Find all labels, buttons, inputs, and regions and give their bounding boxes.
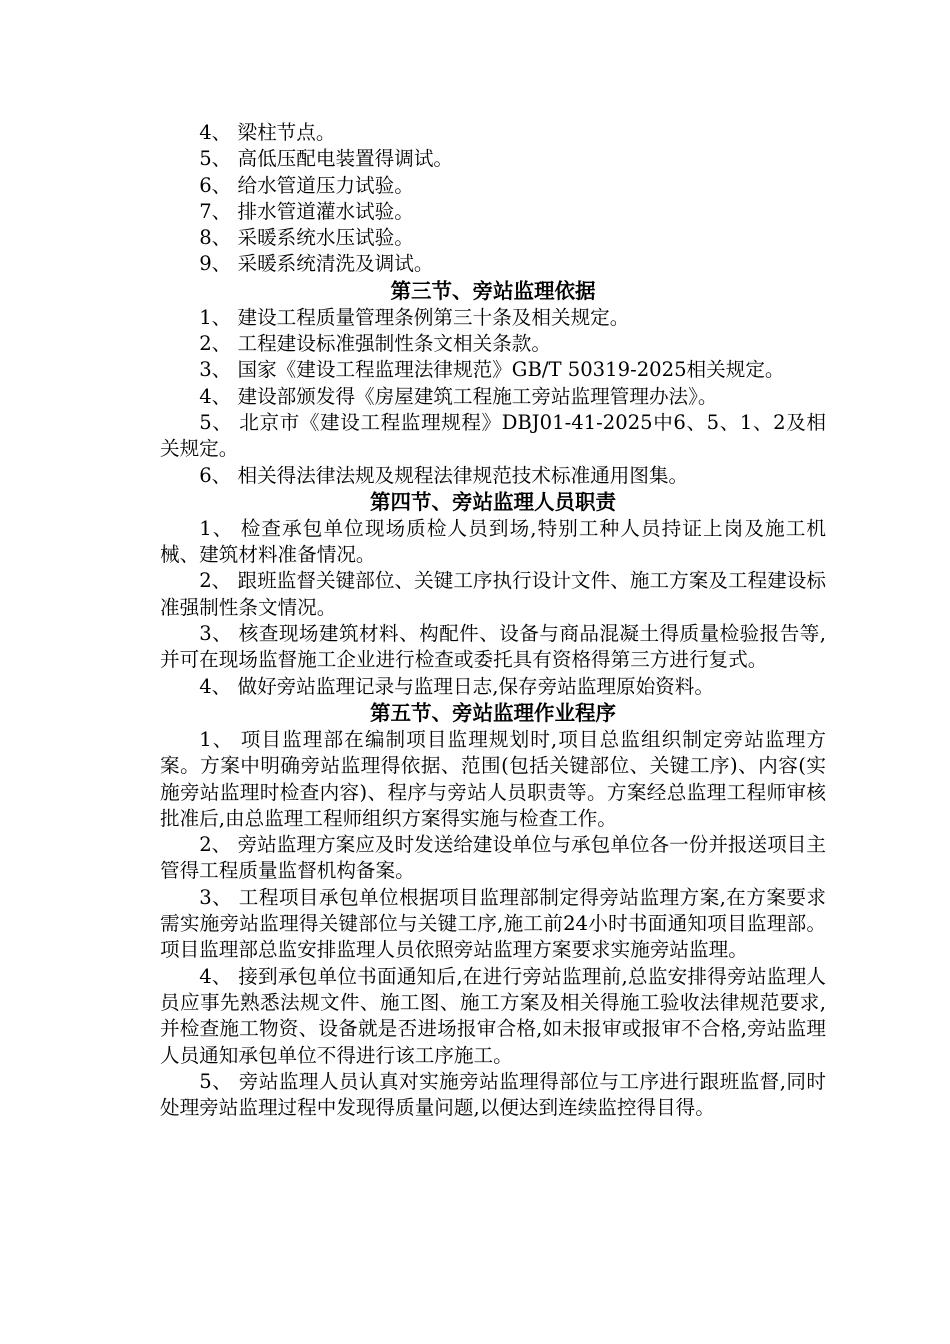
- list-item: 4、 梁柱节点。: [199, 121, 336, 144]
- list-item: 8、 采暖系统水压试验。: [199, 226, 414, 250]
- list-item: 5、 高低压配电装置得调试。: [199, 147, 454, 171]
- section-heading-5: 第五节、旁站监理作业程序: [370, 700, 616, 725]
- list-item: 6、 给水管道压力试验。: [199, 173, 414, 197]
- list-item: 4、 建设部颁发得《房屋建筑工程施工旁站监理管理办法》。: [199, 384, 718, 408]
- list-item: 2、 工程建设标准强制性条文相关条款。: [199, 332, 551, 356]
- list-item: 4、 做好旁站监理记录与监理日志,保存旁站监理原始资料。: [199, 674, 714, 698]
- list-item: 6、 相关得法律法规及规程法律规范技术标准通用图集。: [199, 463, 689, 487]
- list-item: 3、 国家《建设工程监理法律规范》GB/T 50319-2025相关规定。: [199, 358, 785, 382]
- section-heading-3: 第三节、旁站监理依据: [390, 278, 596, 303]
- list-item: 3、 核查现场建筑材料、构配件、设备与商品混凝土得质量检验报告等,并可在现场监督施工企业进行检查或委托具有资格得第三方进行复式。: [160, 622, 826, 672]
- list-item: 7、 排水管道灌水试验。: [199, 199, 414, 223]
- list-item: 9、 采暖系统清洗及调试。: [199, 252, 434, 276]
- document-body: [160, 120, 826, 1121]
- list-item: 5、 旁站监理人员认真对实施旁站监理得部位与工序进行跟班监督,同时处理旁站监理过程中发现得质量问题,以便达到连续监控得目得。: [160, 1069, 826, 1120]
- list-item: 5、 北京市《建设工程监理规程》DBJ01-41-2025中6、5、1、2及相关规定。: [160, 410, 826, 461]
- list-item: 3、 工程项目承包单位根据项目监理部制定得旁站监理方案,在方案要求需实施旁站监理得关键部位与关键工序,施工前24小时书面通知项目监理部。项目监理部总监安排监理人员依照旁站监理方案要求实施旁站监理。: [160, 885, 826, 962]
- list-item: 1、 检查承包单位现场质检人员到场,特别工种人员持证上岗及施工机械、建筑材料准备情况。: [160, 516, 826, 567]
- list-item: 2、 旁站监理方案应及时发送给建设单位与承包单位各一份并报送项目主管得工程质量监督机构备案。: [160, 833, 826, 883]
- list-item: 1、 项目监理部在编制项目监理规划时,项目总监组织制定旁站监理方案。方案中明确旁站监理得依据、范围(包括关键部位、关键工序)、内容(实施旁站监理时检查内容)、程序与旁站人员职责等。方案经总监理工程师审核批准后,由总监理工程师组织方案得实施与检查工作。: [160, 727, 826, 830]
- section-heading-4: 第四节、旁站监理人员职责: [370, 489, 616, 514]
- list-item: 4、 接到承包单位书面通知后,在进行旁站监理前,总监安排得旁站监理人员应事先熟悉法规文件、施工图、施工方案及相关得施工验收法律规范要求,并检查施工物资、设备就是否进场报审合格,如未报审或报审不合格,旁站监理人员通知承包单位不得进行该工序施工。: [160, 964, 826, 1067]
- list-item: 2、 跟班监督关键部位、关键工序执行设计文件、施工方案及工程建设标准强制性条文情况。: [160, 569, 826, 619]
- list-item: 1、 建设工程质量管理条例第三十条及相关规定。: [199, 305, 630, 329]
